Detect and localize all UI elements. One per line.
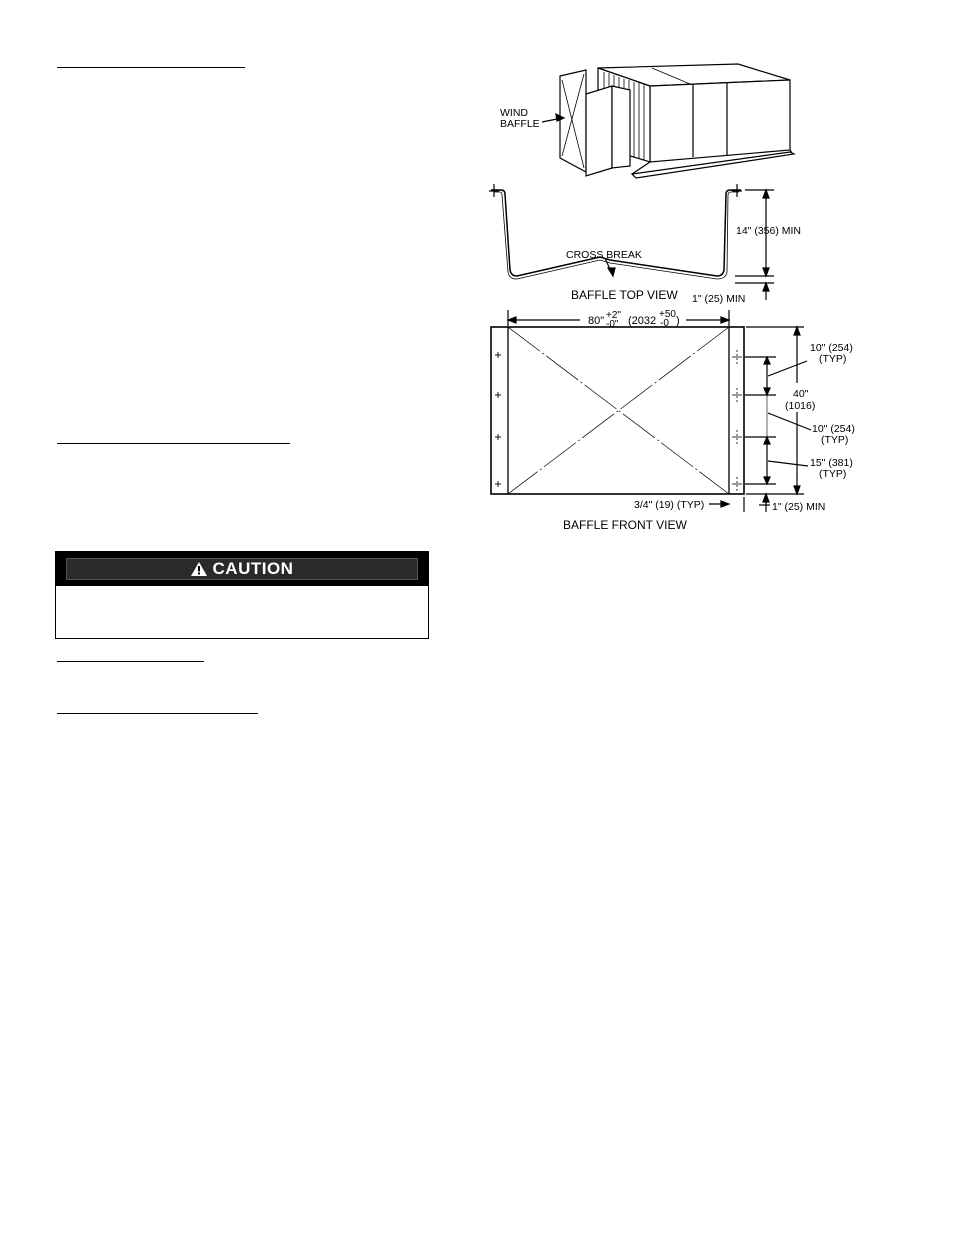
front-view-title: BAFFLE FRONT VIEW — [563, 518, 687, 532]
baffle-top-view — [489, 184, 774, 300]
wind-baffle-label-line1: WIND — [500, 107, 528, 119]
dim-1-top-label: 1" (25) MIN — [692, 293, 746, 305]
dim-80-tol-plus: +2" — [606, 310, 621, 321]
unit-illustration — [542, 64, 794, 178]
dim-80-mm-plus: +50 — [659, 309, 676, 320]
caution-label: CAUTION — [212, 559, 294, 578]
dim-80-tol-minus: -0" — [606, 319, 619, 330]
dim-80-mm-label: (2032 — [628, 315, 657, 327]
dim-10a-label: 10" (254) — [810, 342, 853, 354]
dim-80-close: ) — [676, 315, 680, 327]
top-view-title: BAFFLE TOP VIEW — [571, 288, 678, 302]
dim-80-mm-minus: -0 — [660, 318, 669, 329]
wind-baffle-label-line2: BAFFLE — [500, 118, 540, 130]
dim-10b-label: 10" (254) — [812, 423, 855, 435]
dim-15-label: 15" (381) — [810, 457, 853, 469]
baffle-front-view — [491, 310, 811, 512]
dim-10a-typ: (TYP) — [819, 353, 847, 365]
dim-three-quarter-label: 3/4" (19) (TYP) — [634, 499, 705, 511]
dim-1-front-label: 1" (25) MIN — [772, 501, 826, 513]
dim-80-label: 80" — [588, 315, 605, 327]
cross-break-label: CROSS BREAK — [566, 249, 642, 261]
dim-40-mm: (1016) — [785, 400, 816, 412]
dim-15-typ: (TYP) — [819, 468, 847, 480]
dim-14-label: 14" (356) MIN — [736, 225, 801, 237]
dim-40-label: 40" — [793, 388, 809, 400]
dim-10b-typ: (TYP) — [821, 434, 849, 446]
